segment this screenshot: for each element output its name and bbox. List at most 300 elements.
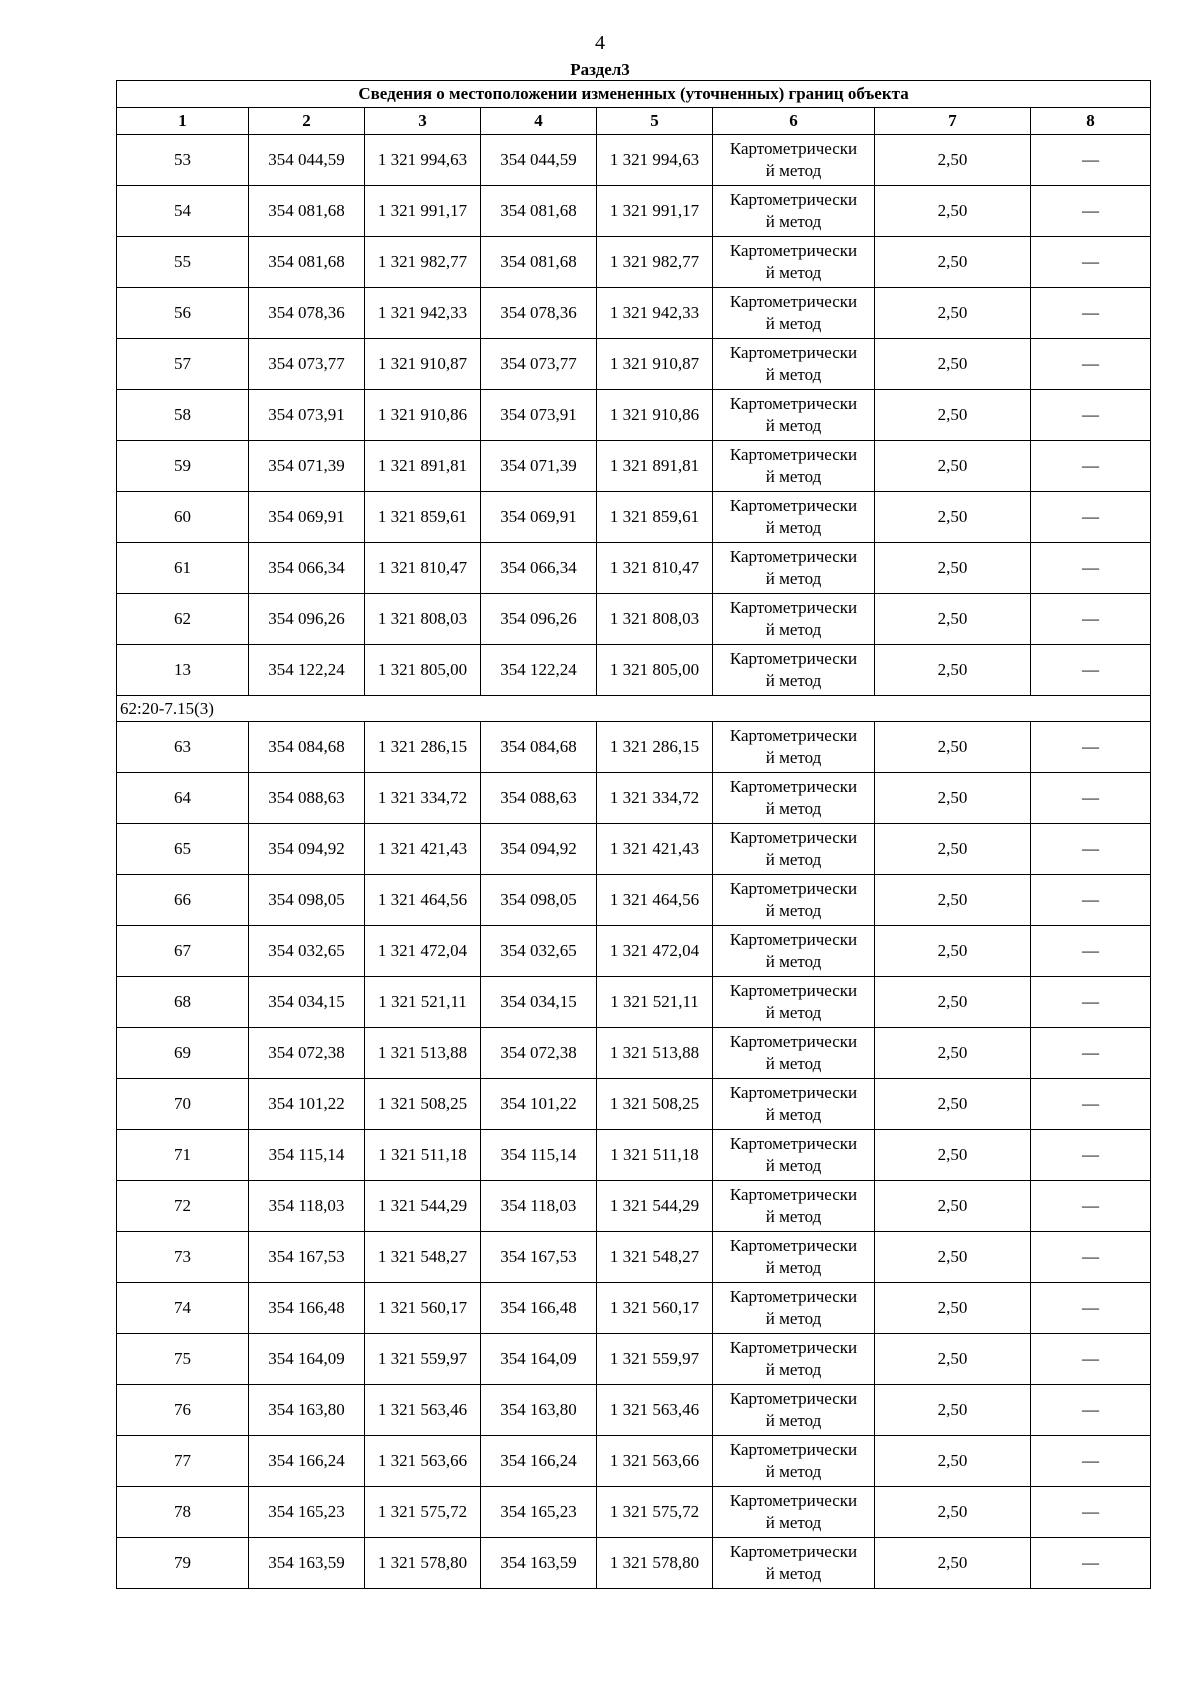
method-line: Картометрически (729, 1542, 858, 1561)
accuracy-cell: 2,50 (875, 645, 1031, 696)
point-number-cell: 75 (117, 1334, 249, 1385)
point-number-cell: 78 (117, 1487, 249, 1538)
method-line: Картометрически (729, 726, 858, 745)
y-refined-cell: 1 321 808,03 (597, 594, 713, 645)
x-existing-cell: 354 081,68 (249, 186, 365, 237)
method-line: й метод (765, 1156, 822, 1175)
y-refined-cell: 1 321 805,00 (597, 645, 713, 696)
method-cell (713, 926, 875, 977)
description-cell: — (1031, 824, 1151, 875)
point-number-cell: 54 (117, 186, 249, 237)
method-cell (713, 390, 875, 441)
x-refined-cell: 354 096,26 (481, 594, 597, 645)
method-line: Картометрически (729, 1185, 858, 1204)
y-existing-cell: 1 321 810,47 (365, 543, 481, 594)
description-cell: — (1031, 135, 1151, 186)
description-cell: — (1031, 773, 1151, 824)
y-refined-cell: 1 321 810,47 (597, 543, 713, 594)
column-number-header: 1 (117, 108, 249, 135)
x-existing-cell: 354 071,39 (249, 441, 365, 492)
x-existing-cell: 354 073,91 (249, 390, 365, 441)
x-existing-cell: 354 081,68 (249, 237, 365, 288)
table-row (117, 926, 1151, 977)
x-refined-cell: 354 163,80 (481, 1385, 597, 1436)
method-cell (713, 1487, 875, 1538)
accuracy-cell: 2,50 (875, 288, 1031, 339)
x-refined-cell: 354 166,48 (481, 1283, 597, 1334)
x-existing-cell: 354 163,59 (249, 1538, 365, 1589)
accuracy-cell: 2,50 (875, 492, 1031, 543)
column-number-row (117, 108, 1151, 135)
description-cell: — (1031, 1385, 1151, 1436)
method-cell (713, 1538, 875, 1589)
table-row (117, 288, 1151, 339)
point-number-cell: 79 (117, 1538, 249, 1589)
x-refined-cell: 354 115,14 (481, 1130, 597, 1181)
accuracy-cell: 2,50 (875, 1028, 1031, 1079)
point-number-cell: 69 (117, 1028, 249, 1079)
y-refined-cell: 1 321 286,15 (597, 722, 713, 773)
accuracy-cell: 2,50 (875, 1181, 1031, 1232)
method-cell (713, 543, 875, 594)
page-number: 4 (595, 32, 605, 54)
x-existing-cell: 354 084,68 (249, 722, 365, 773)
x-refined-cell: 354 167,53 (481, 1232, 597, 1283)
table-row (117, 722, 1151, 773)
point-number-cell: 77 (117, 1436, 249, 1487)
group-label: 62:20-7.15(3) (117, 696, 1151, 722)
point-number-cell: 73 (117, 1232, 249, 1283)
method-line: Картометрически (729, 1491, 858, 1510)
y-refined-cell: 1 321 464,56 (597, 875, 713, 926)
point-number-cell: 66 (117, 875, 249, 926)
x-existing-cell: 354 032,65 (249, 926, 365, 977)
description-cell: — (1031, 1079, 1151, 1130)
method-line: й метод (765, 1411, 822, 1430)
table-row (117, 1079, 1151, 1130)
x-existing-cell: 354 166,48 (249, 1283, 365, 1334)
y-existing-cell: 1 321 994,63 (365, 135, 481, 186)
x-refined-cell: 354 069,91 (481, 492, 597, 543)
column-number-header: 5 (597, 108, 713, 135)
section-title: Раздел3 (570, 60, 630, 79)
table-row (117, 1385, 1151, 1436)
table-row (117, 135, 1151, 186)
y-existing-cell: 1 321 464,56 (365, 875, 481, 926)
method-line: й метод (765, 263, 822, 282)
description-cell: — (1031, 288, 1151, 339)
x-existing-cell: 354 167,53 (249, 1232, 365, 1283)
method-cell (713, 237, 875, 288)
y-existing-cell: 1 321 511,18 (365, 1130, 481, 1181)
y-refined-cell: 1 321 575,72 (597, 1487, 713, 1538)
x-refined-cell: 354 073,77 (481, 339, 597, 390)
y-existing-cell: 1 321 559,97 (365, 1334, 481, 1385)
x-existing-cell: 354 069,91 (249, 492, 365, 543)
table-row (117, 1538, 1151, 1589)
y-refined-cell: 1 321 910,87 (597, 339, 713, 390)
method-line: й метод (765, 518, 822, 537)
y-existing-cell: 1 321 334,72 (365, 773, 481, 824)
method-line: Картометрически (729, 190, 858, 209)
method-cell (713, 288, 875, 339)
table-row (117, 645, 1151, 696)
x-refined-cell: 354 071,39 (481, 441, 597, 492)
x-refined-cell: 354 081,68 (481, 186, 597, 237)
point-number-cell: 53 (117, 135, 249, 186)
method-line: Картометрически (729, 1389, 858, 1408)
y-refined-cell: 1 321 910,86 (597, 390, 713, 441)
point-number-cell: 63 (117, 722, 249, 773)
point-number-cell: 60 (117, 492, 249, 543)
x-refined-cell: 354 072,38 (481, 1028, 597, 1079)
x-refined-cell: 354 094,92 (481, 824, 597, 875)
description-cell: — (1031, 1181, 1151, 1232)
method-line: Картометрически (729, 1440, 858, 1459)
method-line: й метод (765, 416, 822, 435)
accuracy-cell: 2,50 (875, 594, 1031, 645)
description-cell: — (1031, 1028, 1151, 1079)
x-existing-cell: 354 122,24 (249, 645, 365, 696)
method-cell (713, 594, 875, 645)
table-row (117, 390, 1151, 441)
table-row (117, 1232, 1151, 1283)
y-existing-cell: 1 321 508,25 (365, 1079, 481, 1130)
description-cell: — (1031, 875, 1151, 926)
y-existing-cell: 1 321 982,77 (365, 237, 481, 288)
method-line: Картометрически (729, 1338, 858, 1357)
y-existing-cell: 1 321 808,03 (365, 594, 481, 645)
description-cell: — (1031, 1487, 1151, 1538)
y-refined-cell: 1 321 563,66 (597, 1436, 713, 1487)
accuracy-cell: 2,50 (875, 441, 1031, 492)
method-line: Картометрически (729, 981, 858, 1000)
method-cell (713, 824, 875, 875)
y-refined-cell: 1 321 548,27 (597, 1232, 713, 1283)
accuracy-cell: 2,50 (875, 390, 1031, 441)
method-line: й метод (765, 850, 822, 869)
table-row (117, 977, 1151, 1028)
table-caption: Сведения о местоположении измененных (уточненных) границ объекта (117, 81, 1151, 108)
accuracy-cell: 2,50 (875, 1283, 1031, 1334)
y-refined-cell: 1 321 563,46 (597, 1385, 713, 1436)
x-existing-cell: 354 118,03 (249, 1181, 365, 1232)
x-refined-cell: 354 166,24 (481, 1436, 597, 1487)
y-refined-cell: 1 321 891,81 (597, 441, 713, 492)
method-line: Картометрически (729, 1032, 858, 1051)
description-cell: — (1031, 390, 1151, 441)
y-existing-cell: 1 321 472,04 (365, 926, 481, 977)
accuracy-cell: 2,50 (875, 1130, 1031, 1181)
accuracy-cell: 2,50 (875, 722, 1031, 773)
table-row (117, 441, 1151, 492)
table-row (117, 1436, 1151, 1487)
table-row (117, 1283, 1151, 1334)
table-row (117, 594, 1151, 645)
point-number-cell: 76 (117, 1385, 249, 1436)
x-refined-cell: 354 088,63 (481, 773, 597, 824)
x-existing-cell: 354 066,34 (249, 543, 365, 594)
method-cell (713, 135, 875, 186)
method-cell (713, 977, 875, 1028)
table-row (117, 1334, 1151, 1385)
table-row (117, 1487, 1151, 1538)
x-existing-cell: 354 101,22 (249, 1079, 365, 1130)
y-refined-cell: 1 321 982,77 (597, 237, 713, 288)
accuracy-cell: 2,50 (875, 1487, 1031, 1538)
method-cell (713, 1436, 875, 1487)
description-cell: — (1031, 1436, 1151, 1487)
accuracy-cell: 2,50 (875, 135, 1031, 186)
x-existing-cell: 354 115,14 (249, 1130, 365, 1181)
method-line: й метод (765, 314, 822, 333)
group-label-row (117, 696, 1151, 722)
x-refined-cell: 354 066,34 (481, 543, 597, 594)
method-line: й метод (765, 1462, 822, 1481)
method-line: й метод (765, 1105, 822, 1124)
y-refined-cell: 1 321 578,80 (597, 1538, 713, 1589)
method-line: Картометрически (729, 1134, 858, 1153)
y-refined-cell: 1 321 508,25 (597, 1079, 713, 1130)
method-cell (713, 1130, 875, 1181)
x-existing-cell: 354 165,23 (249, 1487, 365, 1538)
table-row (117, 543, 1151, 594)
y-existing-cell: 1 321 560,17 (365, 1283, 481, 1334)
method-cell (713, 1385, 875, 1436)
description-cell: — (1031, 1334, 1151, 1385)
accuracy-cell: 2,50 (875, 926, 1031, 977)
table-row (117, 237, 1151, 288)
point-number-cell: 56 (117, 288, 249, 339)
method-line: й метод (765, 901, 822, 920)
table-row (117, 875, 1151, 926)
point-number-cell: 74 (117, 1283, 249, 1334)
point-number-cell: 61 (117, 543, 249, 594)
y-refined-cell: 1 321 991,17 (597, 186, 713, 237)
x-refined-cell: 354 101,22 (481, 1079, 597, 1130)
x-refined-cell: 354 078,36 (481, 288, 597, 339)
method-cell (713, 773, 875, 824)
x-existing-cell: 354 096,26 (249, 594, 365, 645)
x-refined-cell: 354 044,59 (481, 135, 597, 186)
y-refined-cell: 1 321 560,17 (597, 1283, 713, 1334)
description-cell: — (1031, 1283, 1151, 1334)
accuracy-cell: 2,50 (875, 1079, 1031, 1130)
description-cell: — (1031, 594, 1151, 645)
y-refined-cell: 1 321 544,29 (597, 1181, 713, 1232)
description-cell: — (1031, 977, 1151, 1028)
method-line: Картометрически (729, 879, 858, 898)
accuracy-cell: 2,50 (875, 186, 1031, 237)
method-line: й метод (765, 671, 822, 690)
y-existing-cell: 1 321 910,87 (365, 339, 481, 390)
method-line: Картометрически (729, 394, 858, 413)
method-cell (713, 1028, 875, 1079)
x-refined-cell: 354 122,24 (481, 645, 597, 696)
description-cell: — (1031, 237, 1151, 288)
method-line: Картометрически (729, 139, 858, 158)
method-line: Картометрически (729, 292, 858, 311)
point-number-cell: 13 (117, 645, 249, 696)
accuracy-cell: 2,50 (875, 237, 1031, 288)
point-number-cell: 57 (117, 339, 249, 390)
point-number-cell: 70 (117, 1079, 249, 1130)
method-line: й метод (765, 748, 822, 767)
boundary-coordinates-table (116, 80, 1151, 1589)
point-number-cell: 65 (117, 824, 249, 875)
y-refined-cell: 1 321 859,61 (597, 492, 713, 543)
accuracy-cell: 2,50 (875, 824, 1031, 875)
method-line: й метод (765, 1564, 822, 1583)
accuracy-cell: 2,50 (875, 1436, 1031, 1487)
method-cell (713, 722, 875, 773)
method-line: й метод (765, 1054, 822, 1073)
method-line: й метод (765, 212, 822, 231)
table-row (117, 1181, 1151, 1232)
x-existing-cell: 354 094,92 (249, 824, 365, 875)
x-refined-cell: 354 084,68 (481, 722, 597, 773)
y-existing-cell: 1 321 563,46 (365, 1385, 481, 1436)
y-existing-cell: 1 321 513,88 (365, 1028, 481, 1079)
y-refined-cell: 1 321 511,18 (597, 1130, 713, 1181)
x-existing-cell: 354 088,63 (249, 773, 365, 824)
description-cell: — (1031, 645, 1151, 696)
y-existing-cell: 1 321 544,29 (365, 1181, 481, 1232)
accuracy-cell: 2,50 (875, 1385, 1031, 1436)
method-line: й метод (765, 799, 822, 818)
method-line: й метод (765, 161, 822, 180)
point-number-cell: 55 (117, 237, 249, 288)
table-row (117, 492, 1151, 543)
method-cell (713, 186, 875, 237)
y-existing-cell: 1 321 548,27 (365, 1232, 481, 1283)
method-line: Картометрически (729, 828, 858, 847)
method-line: Картометрически (729, 1083, 858, 1102)
method-line: й метод (765, 569, 822, 588)
method-line: й метод (765, 467, 822, 486)
method-line: й метод (765, 1309, 822, 1328)
x-existing-cell: 354 098,05 (249, 875, 365, 926)
method-cell (713, 339, 875, 390)
method-line: Картометрически (729, 1236, 858, 1255)
method-line: й метод (765, 1207, 822, 1226)
y-existing-cell: 1 321 575,72 (365, 1487, 481, 1538)
y-existing-cell: 1 321 859,61 (365, 492, 481, 543)
method-line: Картометрически (729, 241, 858, 260)
point-number-cell: 71 (117, 1130, 249, 1181)
accuracy-cell: 2,50 (875, 1538, 1031, 1589)
table-row (117, 186, 1151, 237)
method-line: Картометрически (729, 547, 858, 566)
table-body (117, 135, 1151, 1589)
x-existing-cell: 354 073,77 (249, 339, 365, 390)
y-refined-cell: 1 321 521,11 (597, 977, 713, 1028)
x-refined-cell: 354 164,09 (481, 1334, 597, 1385)
accuracy-cell: 2,50 (875, 543, 1031, 594)
column-number-header: 6 (713, 108, 875, 135)
x-existing-cell: 354 164,09 (249, 1334, 365, 1385)
table-row (117, 824, 1151, 875)
accuracy-cell: 2,50 (875, 977, 1031, 1028)
x-existing-cell: 354 163,80 (249, 1385, 365, 1436)
method-cell (713, 1283, 875, 1334)
point-number-cell: 67 (117, 926, 249, 977)
x-refined-cell: 354 032,65 (481, 926, 597, 977)
method-line: Картометрически (729, 1287, 858, 1306)
x-existing-cell: 354 044,59 (249, 135, 365, 186)
description-cell: — (1031, 339, 1151, 390)
table-row (117, 1130, 1151, 1181)
y-existing-cell: 1 321 910,86 (365, 390, 481, 441)
x-existing-cell: 354 166,24 (249, 1436, 365, 1487)
y-existing-cell: 1 321 421,43 (365, 824, 481, 875)
x-refined-cell: 354 098,05 (481, 875, 597, 926)
column-number-header: 4 (481, 108, 597, 135)
y-refined-cell: 1 321 994,63 (597, 135, 713, 186)
column-number-header: 3 (365, 108, 481, 135)
method-cell (713, 1181, 875, 1232)
point-number-cell: 59 (117, 441, 249, 492)
table-row (117, 773, 1151, 824)
description-cell: — (1031, 543, 1151, 594)
x-existing-cell: 354 072,38 (249, 1028, 365, 1079)
point-number-cell: 58 (117, 390, 249, 441)
description-cell: — (1031, 1232, 1151, 1283)
y-existing-cell: 1 321 891,81 (365, 441, 481, 492)
table-row (117, 1028, 1151, 1079)
description-cell: — (1031, 1130, 1151, 1181)
description-cell: — (1031, 722, 1151, 773)
point-number-cell: 68 (117, 977, 249, 1028)
method-cell (713, 645, 875, 696)
y-refined-cell: 1 321 559,97 (597, 1334, 713, 1385)
description-cell: — (1031, 186, 1151, 237)
column-number-header: 8 (1031, 108, 1151, 135)
y-existing-cell: 1 321 563,66 (365, 1436, 481, 1487)
y-existing-cell: 1 321 942,33 (365, 288, 481, 339)
y-refined-cell: 1 321 334,72 (597, 773, 713, 824)
accuracy-cell: 2,50 (875, 1232, 1031, 1283)
method-line: й метод (765, 1258, 822, 1277)
description-cell: — (1031, 441, 1151, 492)
method-line: й метод (765, 952, 822, 971)
accuracy-cell: 2,50 (875, 773, 1031, 824)
point-number-cell: 64 (117, 773, 249, 824)
method-line: й метод (765, 365, 822, 384)
method-line: й метод (765, 620, 822, 639)
method-line: Картометрически (729, 343, 858, 362)
y-existing-cell: 1 321 805,00 (365, 645, 481, 696)
y-existing-cell: 1 321 991,17 (365, 186, 481, 237)
method-line: й метод (765, 1513, 822, 1532)
accuracy-cell: 2,50 (875, 1334, 1031, 1385)
accuracy-cell: 2,50 (875, 339, 1031, 390)
method-line: Картометрически (729, 777, 858, 796)
y-existing-cell: 1 321 286,15 (365, 722, 481, 773)
column-number-header: 2 (249, 108, 365, 135)
description-cell: — (1031, 926, 1151, 977)
accuracy-cell: 2,50 (875, 875, 1031, 926)
method-line: й метод (765, 1360, 822, 1379)
y-refined-cell: 1 321 421,43 (597, 824, 713, 875)
point-number-cell: 62 (117, 594, 249, 645)
description-cell: — (1031, 492, 1151, 543)
description-cell: — (1031, 1538, 1151, 1589)
y-existing-cell: 1 321 521,11 (365, 977, 481, 1028)
y-refined-cell: 1 321 472,04 (597, 926, 713, 977)
method-cell (713, 441, 875, 492)
x-refined-cell: 354 034,15 (481, 977, 597, 1028)
